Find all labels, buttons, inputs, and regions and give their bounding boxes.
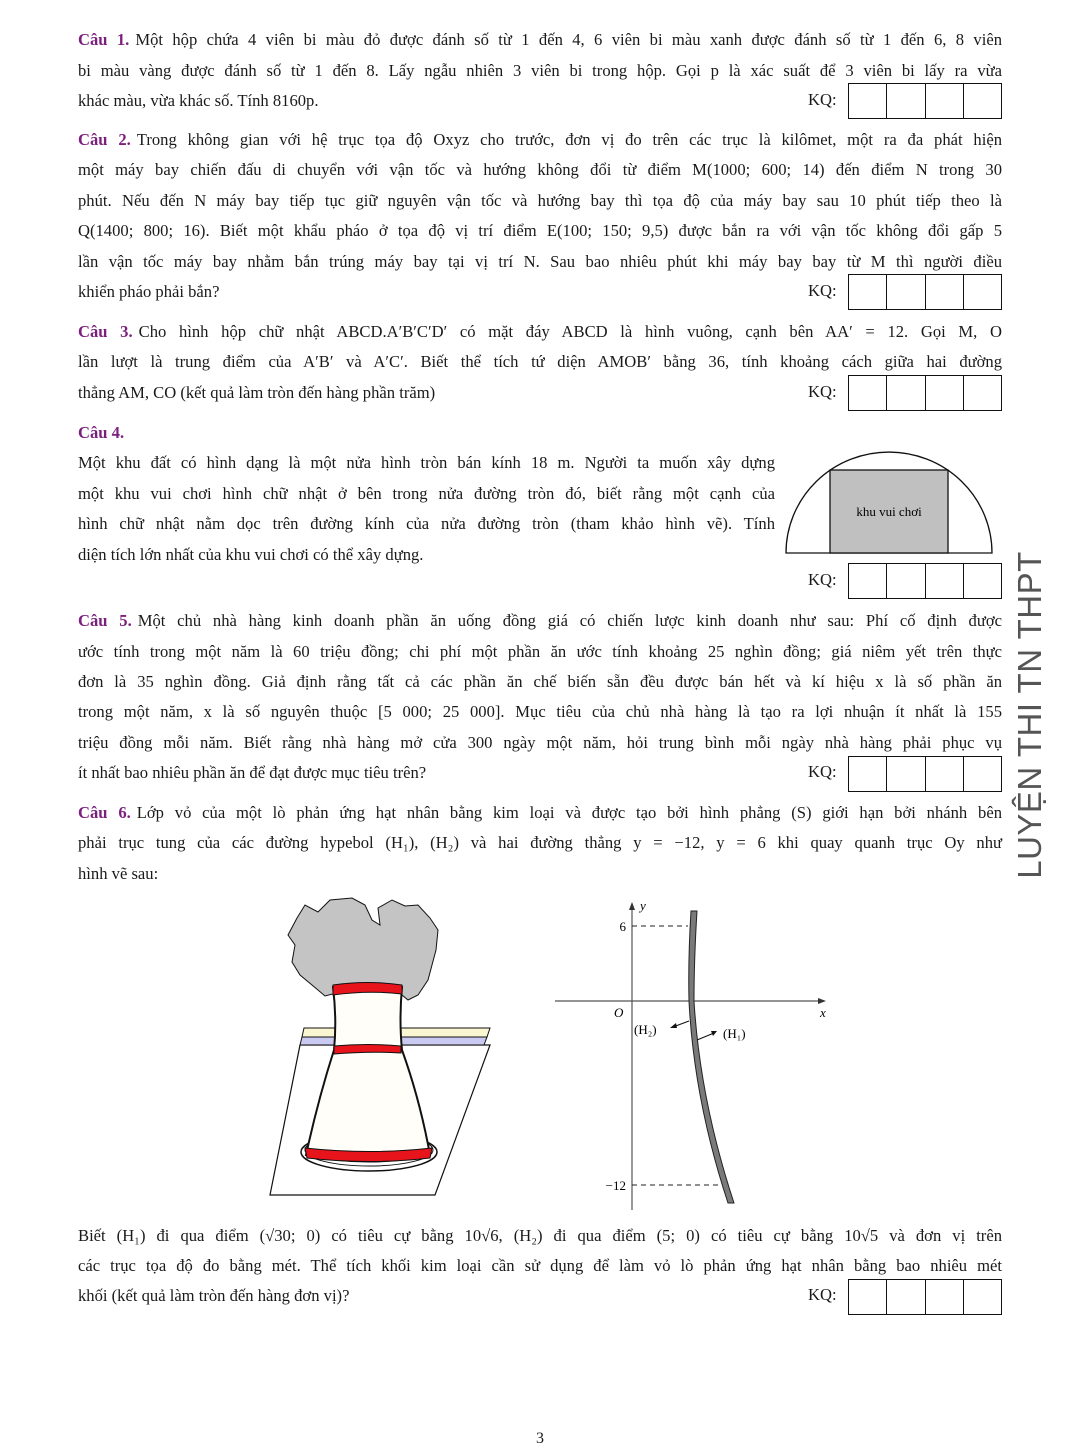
q1-kq-label: KQ: — [808, 90, 837, 109]
hyperbola-graph — [555, 898, 826, 1210]
q5-line-4: trong một năm, x là số nguyên thuộc [5 000; 25 000]. Mục tiêu của chủ nhà hàng là tạo ra lợi nhuận ít nhất là 155 — [78, 702, 1002, 721]
q5-answer-boxes[interactable] — [848, 756, 1002, 792]
page-number: 3 — [536, 1430, 544, 1447]
reactor-illustration — [270, 898, 490, 1195]
q5-line-5: triệu đồng mỗi năm. Biết rằng nhà hàng mở cửa 300 ngày một năm, hỏi trung bình mỗi ngày nhà hàng phải phục vụ — [78, 733, 1002, 752]
q6-kq-label: KQ: — [808, 1285, 837, 1304]
q4-kq-label: KQ: — [808, 570, 837, 589]
q6-answer-boxes[interactable] — [848, 1279, 1002, 1315]
side-banner: LUYỆN THI TN THPT — [1011, 551, 1048, 879]
q1-line-2: bi màu vàng được đánh số từ 1 đến 8. Lấy ngẫu nhiên 3 viên bi trong hộp. Gọi p là xác suất để 3 viên bi lấy ra vừa — [78, 61, 1002, 80]
q1-label: Câu 1. — [78, 30, 130, 49]
semicircle-figure — [786, 452, 992, 553]
q1-text: Một hộp chứa 4 viên bi màu đỏ được đánh số từ 1 đến 4, 6 viên bi màu xanh được đánh số từ 1 đến 6, 8 viên — [135, 30, 1002, 49]
q5-line-6: ít nhất bao nhiêu phần ăn để đạt được mục tiêu trên? — [78, 763, 427, 782]
q2-kq-label: KQ: — [808, 281, 837, 300]
q3-kq-label: KQ: — [808, 382, 837, 401]
h1-label: (H₁) — [723, 1026, 746, 1041]
answer-cell[interactable] — [964, 1280, 1001, 1314]
x-axis-arrow-icon — [818, 998, 826, 1004]
origin-label: O — [614, 1005, 624, 1020]
q2-line-3: phút. Nếu đến N máy bay tiếp tục giữ nguyên vận tốc và hướng bay thì tọa độ của máy bay sau 10 phút tiếp theo là — [78, 191, 1002, 210]
q2-text: Trong không gian với hệ trục tọa độ Oxyz cho trước, đơn vị đo trên các trục là kilômet, một ra đa phát hiện — [136, 130, 1002, 149]
q3-text: Cho hình hộp chữ nhật ABCD.A′B′C′D′ có mặt đáy ABCD là hình vuông, cạnh bên AA′ = 12. Gọi M, O — [138, 322, 1002, 341]
q5-label: Câu 5. — [78, 611, 132, 630]
q5-line-2: ước tính trong một năm là 60 triệu đồng; chi phí một phần ăn ước tính khoảng 25 nghìn đồng; giá niêm yết trên thực — [78, 642, 1002, 661]
q2-line-6: khiển pháo phải bắn? — [78, 282, 220, 301]
q6-line-2: phải trục tung của các đường hypebol (H₁), (H₂) và hai đường thẳng y = −12, y = 6 khi quay quanh trục Oy như — [78, 833, 1002, 852]
q5-text: Một chủ nhà hàng kinh doanh phần ăn uống đồng giá có chiến lược kinh doanh như sau: Phí cố định được — [137, 611, 1002, 630]
q4-line-3: hình chữ nhật nằm dọc trên đường kính của nửa đường tròn (tham khảo hình vẽ). Tính — [78, 514, 775, 533]
playground-label: khu vui chơi — [856, 504, 922, 519]
q2-line-5: lần vận tốc máy bay nhằm bắn trúng máy bay tại vị trí N. Sau bao nhiêu phút khi máy bay bay từ M thì người điều — [78, 252, 1002, 271]
q6-text: Lớp vỏ của một lò phản ứng hạt nhân bằng kim loại và được tạo bởi hình phẳng (S) giới hạn bởi nhánh bên — [136, 803, 1002, 822]
answer-cell[interactable] — [849, 1280, 887, 1314]
red-band-middle — [334, 1045, 401, 1055]
tick-6: 6 — [619, 919, 626, 934]
q6-label: Câu 6. — [78, 803, 131, 822]
q4-line-2: một khu vui chơi hình chữ nhật ở bên trong nửa đường tròn đó, biết rằng một cạnh của — [78, 484, 775, 503]
y-axis-label: y — [640, 898, 646, 913]
q6-line-1 — [78, 802, 1002, 824]
h2-label: (H₂) — [634, 1022, 657, 1037]
q6-after-line-2: các trục tọa độ đo bằng mét. Thể tích khối kim loại cần sử dụng để làm vỏ lò phản ứng hạt nhân bằng bao nhiêu mét — [78, 1256, 1002, 1275]
q4-line-1: Một khu đất có hình dạng là một nửa hình tròn bán kính 18 m. Người ta muốn xây dựng — [78, 453, 775, 472]
q6-line-3: hình vẽ sau: — [78, 864, 159, 883]
q4-label: Câu 4. — [78, 423, 125, 442]
answer-cell[interactable] — [849, 757, 887, 791]
q6-after-line-3: khối (kết quả làm tròn đến hàng đơn vị)? — [78, 1286, 350, 1305]
q2-line-2: một máy bay chiến đấu di chuyển với vận tốc và hướng không đổi từ điểm M(1000; 600; 14) đến điểm N trong 30 — [78, 160, 1002, 179]
q5-line-3: đơn là 35 nghìn đồng. Giả định rằng tất cả các phần ăn chế biến sẵn đều được bán hết và kí hiệu x là số phần ăn — [78, 672, 1002, 691]
answer-cell[interactable] — [964, 757, 1001, 791]
x-axis-label: x — [820, 1005, 826, 1020]
answer-cell[interactable] — [887, 757, 925, 791]
tick-minus-12: −12 — [605, 1178, 626, 1193]
q2-line-4: Q(1400; 800; 16). Biết một khẩu pháo ở tọa độ vị trí điểm E(100; 150; 9,5) được bắn ra với vận tốc không đổi gấp 5 — [78, 221, 1002, 240]
q3-label: Câu 3. — [78, 322, 133, 341]
q6-after-line-1: Biết (H₁) đi qua điểm (√30; 0) có tiêu cự bằng 10√6, (H₂) đi qua điểm (5; 0) có tiêu cự bằng 10√5 và đơn vị trên — [78, 1226, 1002, 1245]
q3-line-2: lần lượt là trung điểm của A′B′ và A′C′. Biết thể tích tứ diện AMOB′ bằng 36, tính khoảng cách giữa hai đường — [78, 352, 1002, 371]
q2-label: Câu 2. — [78, 130, 131, 149]
q3-line-3: thẳng AM, CO (kết quả làm tròn đến hàng phần trăm) — [78, 383, 436, 402]
answer-cell[interactable] — [887, 1280, 925, 1314]
h1-pointer — [697, 1033, 714, 1040]
q1-line-3: khác màu, vừa khác số. Tính 8160p. — [78, 91, 319, 110]
answer-cell[interactable] — [926, 757, 964, 791]
q5-kq-label: KQ: — [808, 762, 837, 781]
q5-line-1 — [78, 610, 1002, 632]
y-axis-arrow-icon — [629, 902, 635, 910]
shell-region — [689, 911, 734, 1203]
h2-arrow-icon — [670, 1023, 677, 1028]
answer-cell[interactable] — [926, 1280, 964, 1314]
q4-line-4: diện tích lớn nhất của khu vui chơi có thể xây dựng. — [78, 545, 424, 564]
